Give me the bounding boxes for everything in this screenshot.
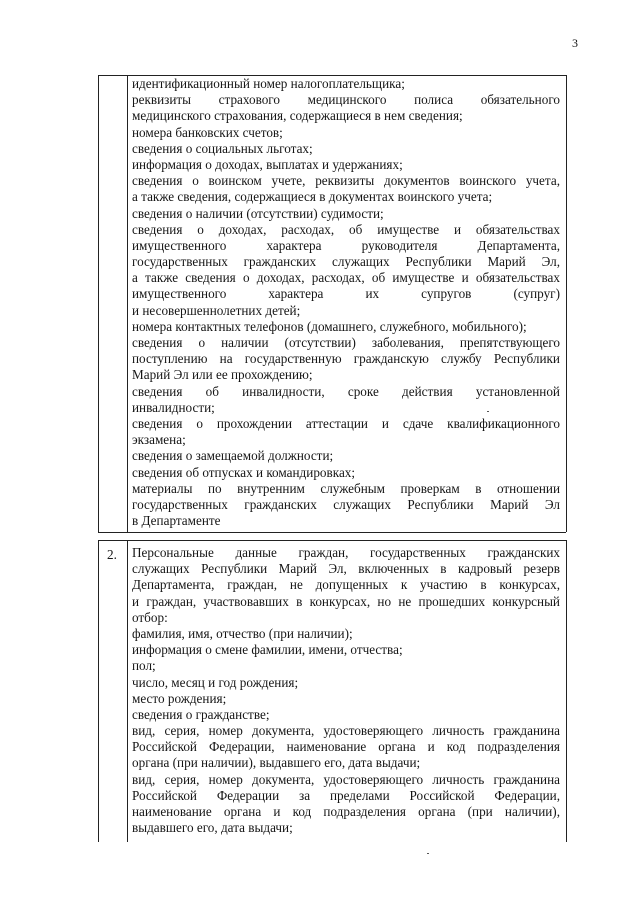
text-line: сведения об отпусках и командировках; <box>132 464 356 480</box>
table-column-divider <box>127 540 128 842</box>
text-line: сведения о социальных льготах; <box>132 140 313 156</box>
text-line: сведения о замещаемой должности; <box>132 448 334 464</box>
text-line: имущественного характера их супругов (супруг) <box>132 286 560 302</box>
text-line: сведения о воинском учете, реквизиты документов воинского учета, <box>132 173 560 189</box>
text-line: Марий Эл или ее прохождению; <box>132 367 313 383</box>
text-line: пол; <box>132 658 156 674</box>
scan-speck <box>487 411 489 412</box>
scan-speck <box>427 853 429 854</box>
text-line: Российской Федерации, наименование органа и код подразделения <box>132 739 560 755</box>
text-line: номера банковских счетов; <box>132 124 283 140</box>
text-line: реквизиты страхового медицинского полиса обязательного <box>132 92 560 108</box>
text-line: инвалидности; <box>132 399 215 415</box>
table-cell-content <box>132 545 560 836</box>
text-line: поступлению на государственную гражданскую службу Республики <box>132 351 560 367</box>
text-line: наименование органа и код подразделения органа (при наличии), <box>132 804 560 819</box>
table-column-divider <box>127 75 128 532</box>
text-line: сведения о наличии (отсутствии) судимости; <box>132 205 384 221</box>
text-line: в Департаменте <box>132 513 221 529</box>
text-line: сведения об инвалидности, сроке действия установленной <box>132 383 560 399</box>
text-line: экзамена; <box>132 432 186 448</box>
text-line: сведения о доходах, расходах, об имуществе и обязательствах <box>132 221 560 237</box>
table-row-divider <box>98 532 566 533</box>
table-border-right <box>566 540 567 842</box>
text-line: вид, серия, номер документа, удостоверяющего личность гражданина <box>132 723 560 739</box>
table-row-divider <box>98 540 566 541</box>
text-line: и несовершеннолетних детей; <box>132 302 301 318</box>
text-line: Департамента, граждан, не допущенных к участию в конкурсах, <box>132 577 560 593</box>
text-line: идентификационный номер налогоплательщика; <box>132 76 405 91</box>
text-line: и граждан, участвовавших в конкурсах, но не прошедших конкурсный <box>132 593 560 609</box>
text-line: Персональные данные граждан, государственных гражданских <box>132 545 560 560</box>
page-number: 3 <box>572 36 578 50</box>
text-line: а также сведения, содержащиеся в документах воинского учета; <box>132 189 493 205</box>
text-line: служащих Республики Марий Эл, включенных в кадровый резерв <box>132 561 560 577</box>
text-line: сведения о гражданстве; <box>132 706 270 722</box>
table-cell-content <box>132 76 560 529</box>
text-line: государственных гражданских служащих Республики Марий Эл, <box>132 254 560 270</box>
text-line: вид, серия, номер документа, удостоверяющего личность гражданина <box>132 771 560 787</box>
table-border-left <box>98 75 99 532</box>
row-number: 2. <box>107 547 117 562</box>
text-line: информация о доходах, выплатах и удержаниях; <box>132 156 403 172</box>
text-line: информация о смене фамилии, имени, отчества; <box>132 642 403 658</box>
text-line: сведения о наличии (отсутствии) заболевания, препятствующего <box>132 335 560 350</box>
text-line: номера контактных телефонов (домашнего, служебного, мобильного); <box>132 318 527 334</box>
text-line: а также сведения о доходах, расходах, об имуществе и обязательствах <box>132 270 560 286</box>
text-line: материалы по внутренним служебным проверкам в отношении <box>132 480 560 496</box>
table-border-right <box>566 75 567 532</box>
text-line: выдавшего его, дата выдачи; <box>132 820 293 836</box>
text-line: отбор: <box>132 609 168 625</box>
text-line: сведения о прохождении аттестации и сдаче квалификационного <box>132 415 560 431</box>
text-line: имущественного характера руководителя Департамента, <box>132 237 560 253</box>
text-line: фамилия, имя, отчество (при наличии); <box>132 625 353 641</box>
text-line: число, месяц и год рождения; <box>132 674 299 690</box>
text-line: Российской Федерации за пределами Российской Федерации, <box>132 787 560 803</box>
text-line: государственных гражданских служащих Республики Марий Эл <box>132 496 560 512</box>
text-line: медицинского страхования, содержащиеся в нем сведения; <box>132 108 463 124</box>
text-line: место рождения; <box>132 690 227 706</box>
text-line: органа (при наличии), выдавшего его, дата выдачи; <box>132 755 421 771</box>
table-border-left <box>98 540 99 842</box>
